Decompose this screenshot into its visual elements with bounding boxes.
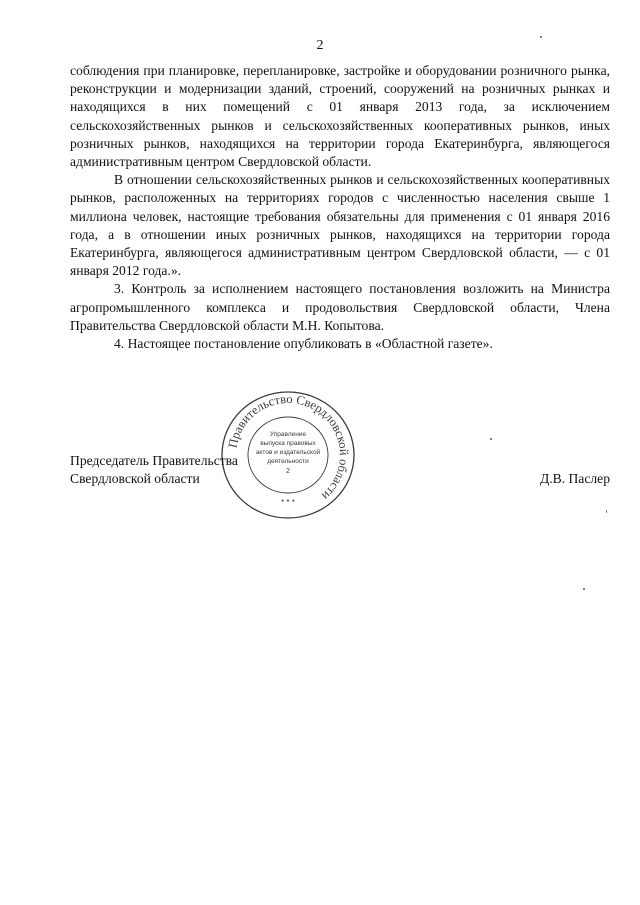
signatory-name: Д.В. Паслер — [539, 471, 610, 486]
paragraph-publish-clause: 4. Настоящее постановление опубликовать в «Областной газете». — [114, 336, 493, 352]
seal-inner-number: 2 — [286, 468, 290, 475]
seal-outer-text: Правительство Свердловской области — [225, 391, 352, 504]
signatory-title — [70, 452, 238, 488]
seal-stars: * * * — [281, 498, 295, 507]
paragraph-control-clause: 3. Контроль за исполнением настоящего постановления возложить на Министра агропромышленного комплекса и продовольствия Свердловской области, Члена Правительства Свердловской области М.Н. Копытова. — [70, 281, 610, 333]
paragraph-markets-exception: В отношении сельскохозяйственных рынков и сельскохозяйственных кооперативных рынков, расположенных на территориях городов с численностью населения свыше 1 миллиона человек, настоящие требования обязательны для применения с 01 января 2016 года, а в отношении иных розничных рынков, находящихся на территории города Екатеринбурга, являющегося административным центром Свердловской области, — с 01 января 2012 года.». — [70, 172, 610, 279]
seal-inner-line-4: деятельности — [267, 458, 309, 465]
scan-speck — [490, 438, 492, 440]
scan-speck — [583, 588, 585, 590]
seal-inner-line-3: актов и издательской — [255, 449, 321, 456]
seal-inner-line-1: Управление — [269, 431, 307, 438]
scan-speck — [606, 510, 607, 513]
document-body — [70, 62, 610, 353]
signatory-title-line-2: Свердловской области — [70, 471, 200, 487]
signatory-title-line-1: Председатель Правительства — [70, 453, 238, 468]
page-number: 2 — [316, 38, 324, 53]
official-seal — [218, 388, 358, 523]
seal-inner-line-2: выпуска правовых — [260, 440, 316, 447]
scan-speck — [540, 36, 542, 38]
paragraph-continuation: соблюдения при планировке, перепланировке, застройке и оборудовании розничного рынка, реконструкции и модернизации зданий, строений, сооружений на розничных рынках и находящихся в них помещений с 01 января 2013 года, за исключением сельскохозяйственных рынков и сельскохозяйственных кооперативных рынков, иных розничных рынков, находящихся на территории города Екатеринбурга, являющегося административным центром Свердловской области. — [70, 63, 610, 170]
